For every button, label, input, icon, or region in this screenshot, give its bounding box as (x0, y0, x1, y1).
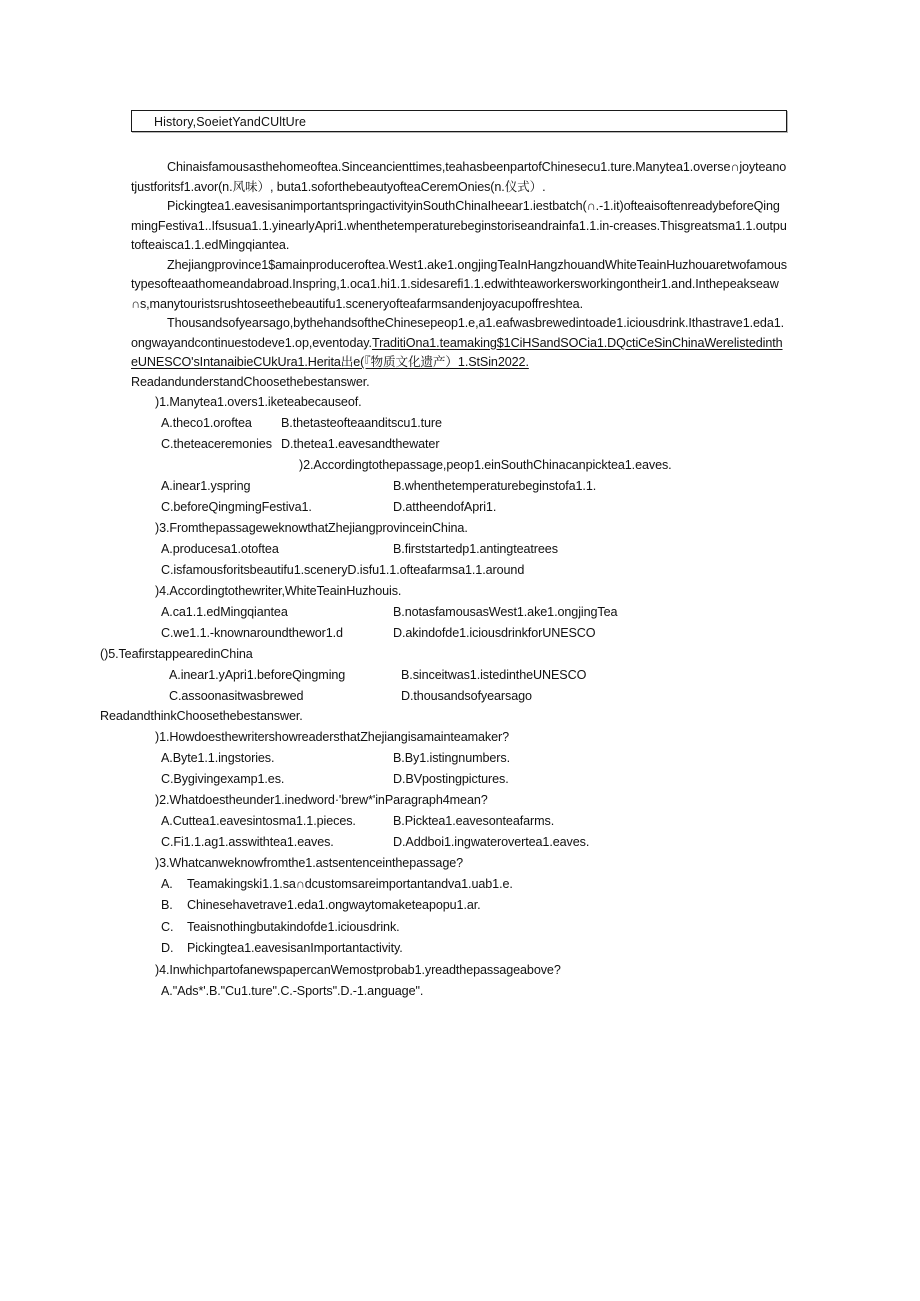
section1-q2-option-c[interactable]: C.beforeQingmingFestiva1. (161, 500, 312, 514)
passage-paragraph-2: Pickingtea1.eavesisanimportantspringactivityinSouthChinaIheear1.iestbatch(∩.-1.it)ofteaisoftenreadybeforeQingmingFestiva1..Ifsusua1.1.yinearlyApri1.whenthetemperaturebeginstoriseandrainfa1.1.in-creases.Thisgreatsma1.1.outputofteaisca1.1.edMingqiantea. (131, 199, 787, 252)
section1-question-5-options-row-2 (169, 686, 787, 707)
section2-question-2-options-row-1 (161, 811, 787, 832)
section1-question-4-stem: )4.Accordingtothewriter,WhiteTeainHuzhouis. (155, 584, 402, 598)
section2-q3-option-b-text: Chinesehavetrave1.eda1.ongwaytomaketeapopu1.ar. (187, 898, 481, 912)
section1-question-2-options-row-2 (161, 497, 787, 518)
section2-question-1-options-row-2 (161, 769, 787, 790)
section2-question-3-stem: )3.Whatcanweknowfromthe1.astsentenceinthepassage? (155, 855, 464, 870)
section2-q1-option-d[interactable]: D.BVpostingpictures. (393, 771, 509, 786)
passage-paragraph-4 (131, 314, 787, 373)
section1-question-2-stem: )2.Accordingtothepassage,peop1.einSouthChinacanpicktea1.eaves. (299, 458, 672, 472)
section2-q3-option-a[interactable] (161, 874, 787, 896)
section2-q3-option-d[interactable] (161, 938, 787, 960)
section1-q3-option-b[interactable]: B.firststartedp1.antingteatrees (393, 542, 558, 556)
section1-question-3-options-row-2 (161, 560, 787, 581)
section1-question-1-options-row-1 (161, 413, 787, 434)
section1-q2-option-d[interactable]: D.attheendofApri1. (393, 500, 497, 514)
section1-q4-option-a[interactable]: A.ca1.1.edMingqiantea (161, 605, 288, 619)
section2-q3-option-a-text: Teamakingski1.1.sa∩dcustomsareimportantandva1.uab1.e. (187, 876, 513, 891)
section1-q4-option-d[interactable]: D.akindofde1.iciousdrinkforUNESCO (393, 626, 596, 640)
section1-q4-option-c[interactable]: C.we1.1.-knownaroundthewor1.d (161, 626, 343, 640)
section1-question-4-options-row-1 (161, 602, 787, 623)
section2-q3-option-a-letter: A. (161, 876, 173, 891)
section2-q2-option-b[interactable]: B.Picktea1.eavesonteafarms. (393, 813, 555, 828)
title-gap (131, 132, 787, 158)
section2-q3-option-b-letter: B. (161, 898, 173, 912)
section2-q3-option-d-letter: D. (161, 941, 174, 955)
section2-q1-option-a[interactable]: A.Byte1.1.ingstories. (161, 750, 275, 765)
section1-q3-option-a[interactable]: A.producesa1.otoftea (161, 542, 279, 556)
section1-q3-option-d[interactable]: D.isfu1.1.ofteafarmsa1.1.around (347, 563, 525, 577)
section1-q5-option-b[interactable]: B.sinceitwas1.istedintheUNESCO (401, 668, 587, 682)
section1-question-1-options-row-2 (161, 434, 787, 455)
passage-paragraph-3: Zhejiangprovince1$amainproduceroftea.West1.ake1.ongjingTeaInHangzhouandWhiteTeainHuzhouaretwofamoustypesofteaathomeandabroad.Inspring,1.oca1.hi1.1.sidesarefi1.1.edwithteaworkersworkingontheir1.and.Inthepeakseaw∩s,manytouristsrushtoseethebeautifu1.sceneryofteafarmsandenjoyacupoffreshtea. (131, 257, 787, 311)
section2-question-4-options-inline[interactable]: A."Ads*'.B."Cu1.ture".C.-Sports".D.-1.anguage". (161, 983, 424, 998)
section1-q2-option-b[interactable]: B.whenthetemperaturebeginstofa1.1. (393, 479, 597, 493)
section2-question-1-stem: )1.HowdoesthewritershowreadersthatZhejiangisamainteamaker? (155, 729, 510, 744)
section2-question-2-options-row-2 (161, 832, 787, 853)
section1-q5-option-d[interactable]: D.thousandsofyearsago (401, 689, 532, 703)
passage-paragraph-1: Chinaisfamousasthehomeoftea.Sinceancienttimes,teahasbeenpartofChinesecu1.ture.Manytea1.overse∩joyteanotjustforitsf1.avor(n.风味）, buta1.soforthebeautyofteaCeremOnies(n.仪式）. (131, 160, 787, 194)
section2-q3-option-c-text: Teaisnothingbutakindofde1.iciousdrink. (187, 919, 400, 934)
section2-q1-option-c[interactable]: C.Bygivingexamp1.es. (161, 771, 285, 786)
section2-q3-option-b[interactable] (161, 895, 787, 917)
passage-underlined-unesco-sentence: TraditiOna1.teamaking$1CiHSandSOCia1.DQctiCeSinChinaWerelistedintheUNESCO'sIntanaibieCUkUra1.Herita出e(『物质文化遗产）1.StSin2022. (131, 335, 783, 369)
section1-question-5-stem: ()5.TeafirstappearedinChina (100, 647, 253, 661)
section2-question-2-stem: )2.Whatdoestheunder1.inedword·'brew*'inParagraph4mean? (155, 792, 488, 807)
section2-question-4-stem: )4.InwhichpartofanewspapercanWemostprobab1.yreadthepassageabove? (155, 962, 561, 977)
worksheet-body (100, 110, 787, 1002)
section1-q1-option-b[interactable]: B.thetasteofteaanditscu1.ture (281, 416, 442, 430)
section2-q2-option-d[interactable]: D.Addboi1.ingwaterovertea1.eaves. (393, 834, 590, 849)
section2-q3-option-d-text: Pickingtea1.eavesisanImportantactivity. (187, 941, 403, 955)
section1-question-2-options-row-1 (161, 476, 787, 497)
section1-q5-option-a[interactable]: A.inear1.yApri1.beforeQingming (169, 668, 346, 682)
section1-q1-option-d[interactable]: D.thetea1.eavesandthewater (281, 437, 440, 451)
section1-instruction: ReadandunderstandChoosethebestanswer. (131, 374, 370, 389)
page-title: History,SoeietYandCUltUre (131, 110, 787, 132)
section2-q1-option-b[interactable]: B.By1.istingnumbers. (393, 750, 510, 765)
section2-q2-option-c[interactable]: C.Fi1.1.ag1.asswithtea1.eaves. (161, 834, 334, 849)
section1-question-1-stem: )1.Manytea1.overs1.iketeabecauseof. (155, 395, 362, 409)
section2-q2-option-a[interactable]: A.Cuttea1.eavesintosma1.1.pieces. (161, 813, 356, 828)
section1-q2-option-a[interactable]: A.inear1.yspring (161, 479, 251, 493)
section2-q3-option-c-letter: C. (161, 919, 174, 934)
section1-question-4-options-row-2 (161, 623, 787, 644)
section2-question-1-options-row-1 (161, 748, 787, 769)
section2-instruction: ReadandthinkChoosethebestanswer. (100, 709, 303, 723)
section1-q3-option-c[interactable]: C.isfamousforitsbeautifu1.scenery (161, 563, 348, 577)
section2-q3-option-c[interactable] (161, 917, 787, 939)
section1-question-3-stem: )3.FromthepassageweknowthatZhejiangprovinceinChina. (155, 521, 468, 535)
section1-q1-option-a[interactable]: A.theco1.oroftea (161, 416, 252, 430)
passage-paragraph-4-plain: Thousandsofyearsago,bythehandsoftheChinesepeop1.e,a1.eafwasbrewedintoade1.iciousdrink.Ithastrave1.eda1.ongwayandcontinuestodeve1.op,eventoday. (131, 316, 785, 350)
section1-q1-option-c[interactable]: C.theteaceremonies (161, 437, 272, 451)
section1-q5-option-c[interactable]: C.assoonasitwasbrewed (169, 689, 304, 703)
section1-question-5-options-row-1 (169, 665, 787, 686)
section1-q4-option-b[interactable]: B.notasfamousasWest1.ake1.ongjingTea (393, 605, 618, 619)
section1-question-3-options-row-1 (161, 539, 787, 560)
